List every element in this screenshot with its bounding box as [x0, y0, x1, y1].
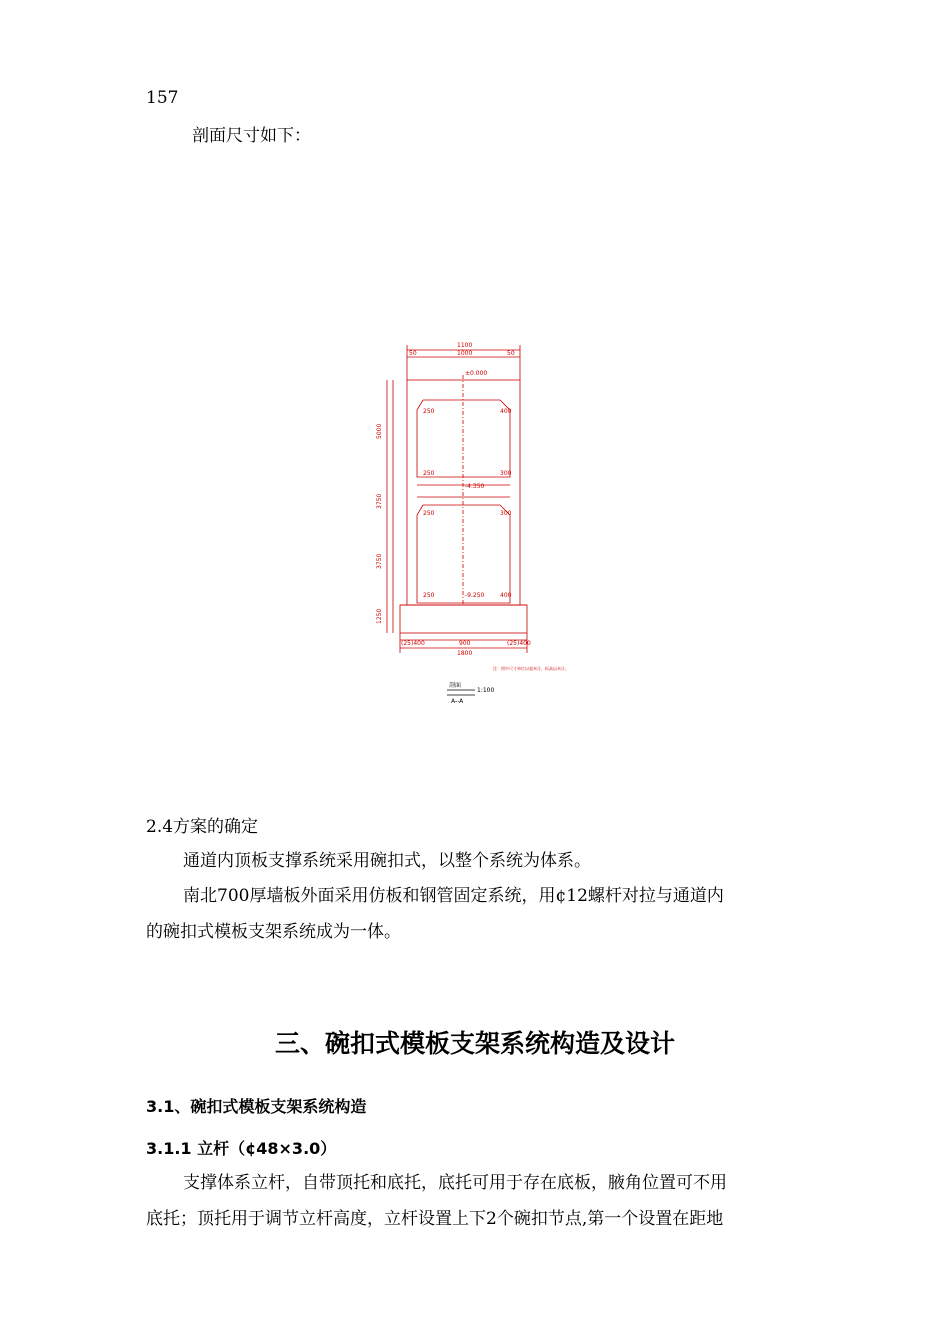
paragraph: 南北700厚墙板外面采用仿板和钢管固定系统，用¢12螺杆对拉与通道内 — [183, 886, 724, 906]
level-mid: -4.350 — [465, 483, 485, 490]
dim-top-inner: 1000 — [457, 350, 473, 357]
heading-3-1-1: 3.1.1 立杆（¢48×3.0） — [146, 1139, 337, 1158]
haunch-label: 250 — [423, 510, 435, 517]
heading-3-1: 3.1、碗扣式模板支架系统构造 — [146, 1097, 367, 1116]
haunch-label: 300 — [500, 510, 512, 517]
dim-bottom-mid: 900 — [459, 640, 471, 647]
haunch-label: 250 — [423, 470, 435, 477]
haunch-label: 400 — [500, 408, 512, 415]
dim-top-left: 50 — [409, 350, 417, 357]
dim-bottom-total: 1800 — [457, 650, 473, 657]
cross-section-drawing — [375, 335, 569, 710]
haunch-label: 400 — [500, 592, 512, 599]
section-2-4-heading: 2.4方案的确定 — [146, 817, 259, 837]
dim-bottom-left: (25)400 — [401, 640, 425, 647]
section-id: A--A — [451, 698, 464, 705]
drawing-note: 注：图中尺寸单位以毫米计，标高以米计。 — [493, 666, 569, 671]
paragraph: 底托；顶托用于调节立杆高度，立杆设置上下2个碗扣节点,第一个设置在距地 — [146, 1209, 724, 1229]
haunch-label: 250 — [423, 408, 435, 415]
paragraph: 的碗扣式模板支架系统成为一体。 — [146, 922, 401, 942]
dim-top-total: 1100 — [457, 342, 473, 349]
section-scale: 1:100 — [477, 687, 495, 694]
page-number: 157 — [146, 88, 179, 108]
chapter-title: 三、碗扣式模板支架系统构造及设计 — [274, 1029, 675, 1058]
dim-top-right: 50 — [507, 350, 515, 357]
dim-left: 3750 — [376, 553, 383, 569]
figure-caption: 剖面尺寸如下： — [192, 126, 311, 146]
haunch-label: 250 — [423, 592, 435, 599]
section-name: 剖面 — [449, 682, 462, 689]
level-top: ±0.000 — [465, 370, 488, 377]
paragraph: 通道内顶板支撑系统采用碗扣式，以整个系统为体系。 — [183, 851, 591, 871]
level-bottom: -9.250 — [465, 592, 485, 599]
dim-left: 5000 — [376, 423, 383, 439]
dim-bottom-right: (25)400 — [507, 640, 531, 647]
haunch-label: 300 — [500, 470, 512, 477]
paragraph: 支撑体系立杆，自带顶托和底托，底托可用于存在底板，腋角位置可不用 — [183, 1173, 727, 1193]
dim-left: 1250 — [376, 608, 383, 624]
dim-left: 3750 — [376, 493, 383, 509]
